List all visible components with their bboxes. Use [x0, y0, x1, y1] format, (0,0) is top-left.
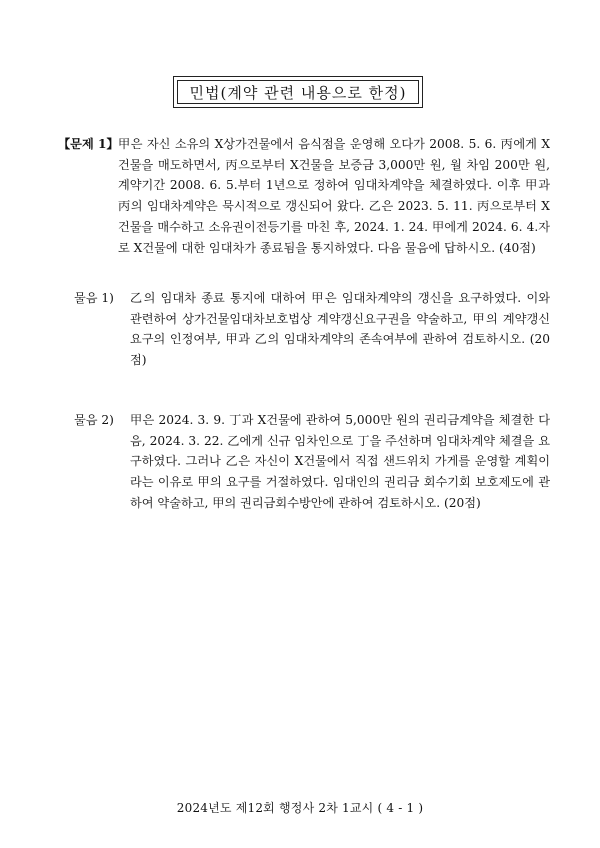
- problem-text: 甲은 자신 소유의 X상가건물에서 음식점을 운영해 오다가 2008. 5. 6. 丙에게 X건물을 매도하면서, 丙으로부터 X건물을 보증금 3,000만 원, 월 차임 200만 원, 계약기간 2008. 6. 5.부터 1년으로 정하여 임대차계약을 체결하였다. 이후 甲과 丙의 임대차계약은 묵시적으로 갱신되어 왔다. 乙은 2023. 5. 11. 丙으로부터 X건물을 매수하고 소유권이전등기를 마친 후, 2024. 1. 24. 甲에게 2024. 6. 4.자로 X건물에 대한 임대차가 종료됨을 통지하였다. 다음 물음에 답하시오. (40점): [118, 137, 550, 255]
- problem-label: 【문제 1】: [58, 137, 119, 151]
- question-2-label: 물음 2): [74, 413, 114, 427]
- page-footer: 2024년도 제12회 행정사 2차 1교시 ( 4 - 1 ): [176, 801, 424, 815]
- title-box: [173, 76, 423, 108]
- page-title: 민법(계약 관련 내용으로 한정): [189, 83, 407, 102]
- question-2-block: [74, 410, 550, 514]
- question-1-block: [74, 288, 550, 371]
- question-2-text: 甲은 2024. 3. 9. 丁과 X건물에 관하여 5,000만 원의 권리금계약을 체결한 다음, 2024. 3. 22. 乙에게 신규 임차인으로 丁을 주선하며 임대차계약 체결을 요구하였다. 그러나 乙은 자신이 X건물에서 직접 샌드위치 가게를 운영할 계획이라는 이유로 甲의 요구를 거절하였다. 임대인의 권리금 회수기회 보호제도에 관하여 약술하고, 甲의 권리금회수방안에 관하여 검토하시오. (20점): [130, 413, 550, 510]
- question-1-label: 물음 1): [74, 291, 114, 305]
- problem-block: [58, 134, 550, 258]
- question-1-text: 乙의 임대차 종료 통지에 대하여 甲은 임대차계약의 갱신을 요구하였다. 이와 관련하여 상가건물임대차보호법상 계약갱신요구권을 약술하고, 甲의 계약갱신요구의 인정여부, 甲과 乙의 임대차계약의 존속여부에 관하여 검토하시오. (20점): [130, 291, 550, 368]
